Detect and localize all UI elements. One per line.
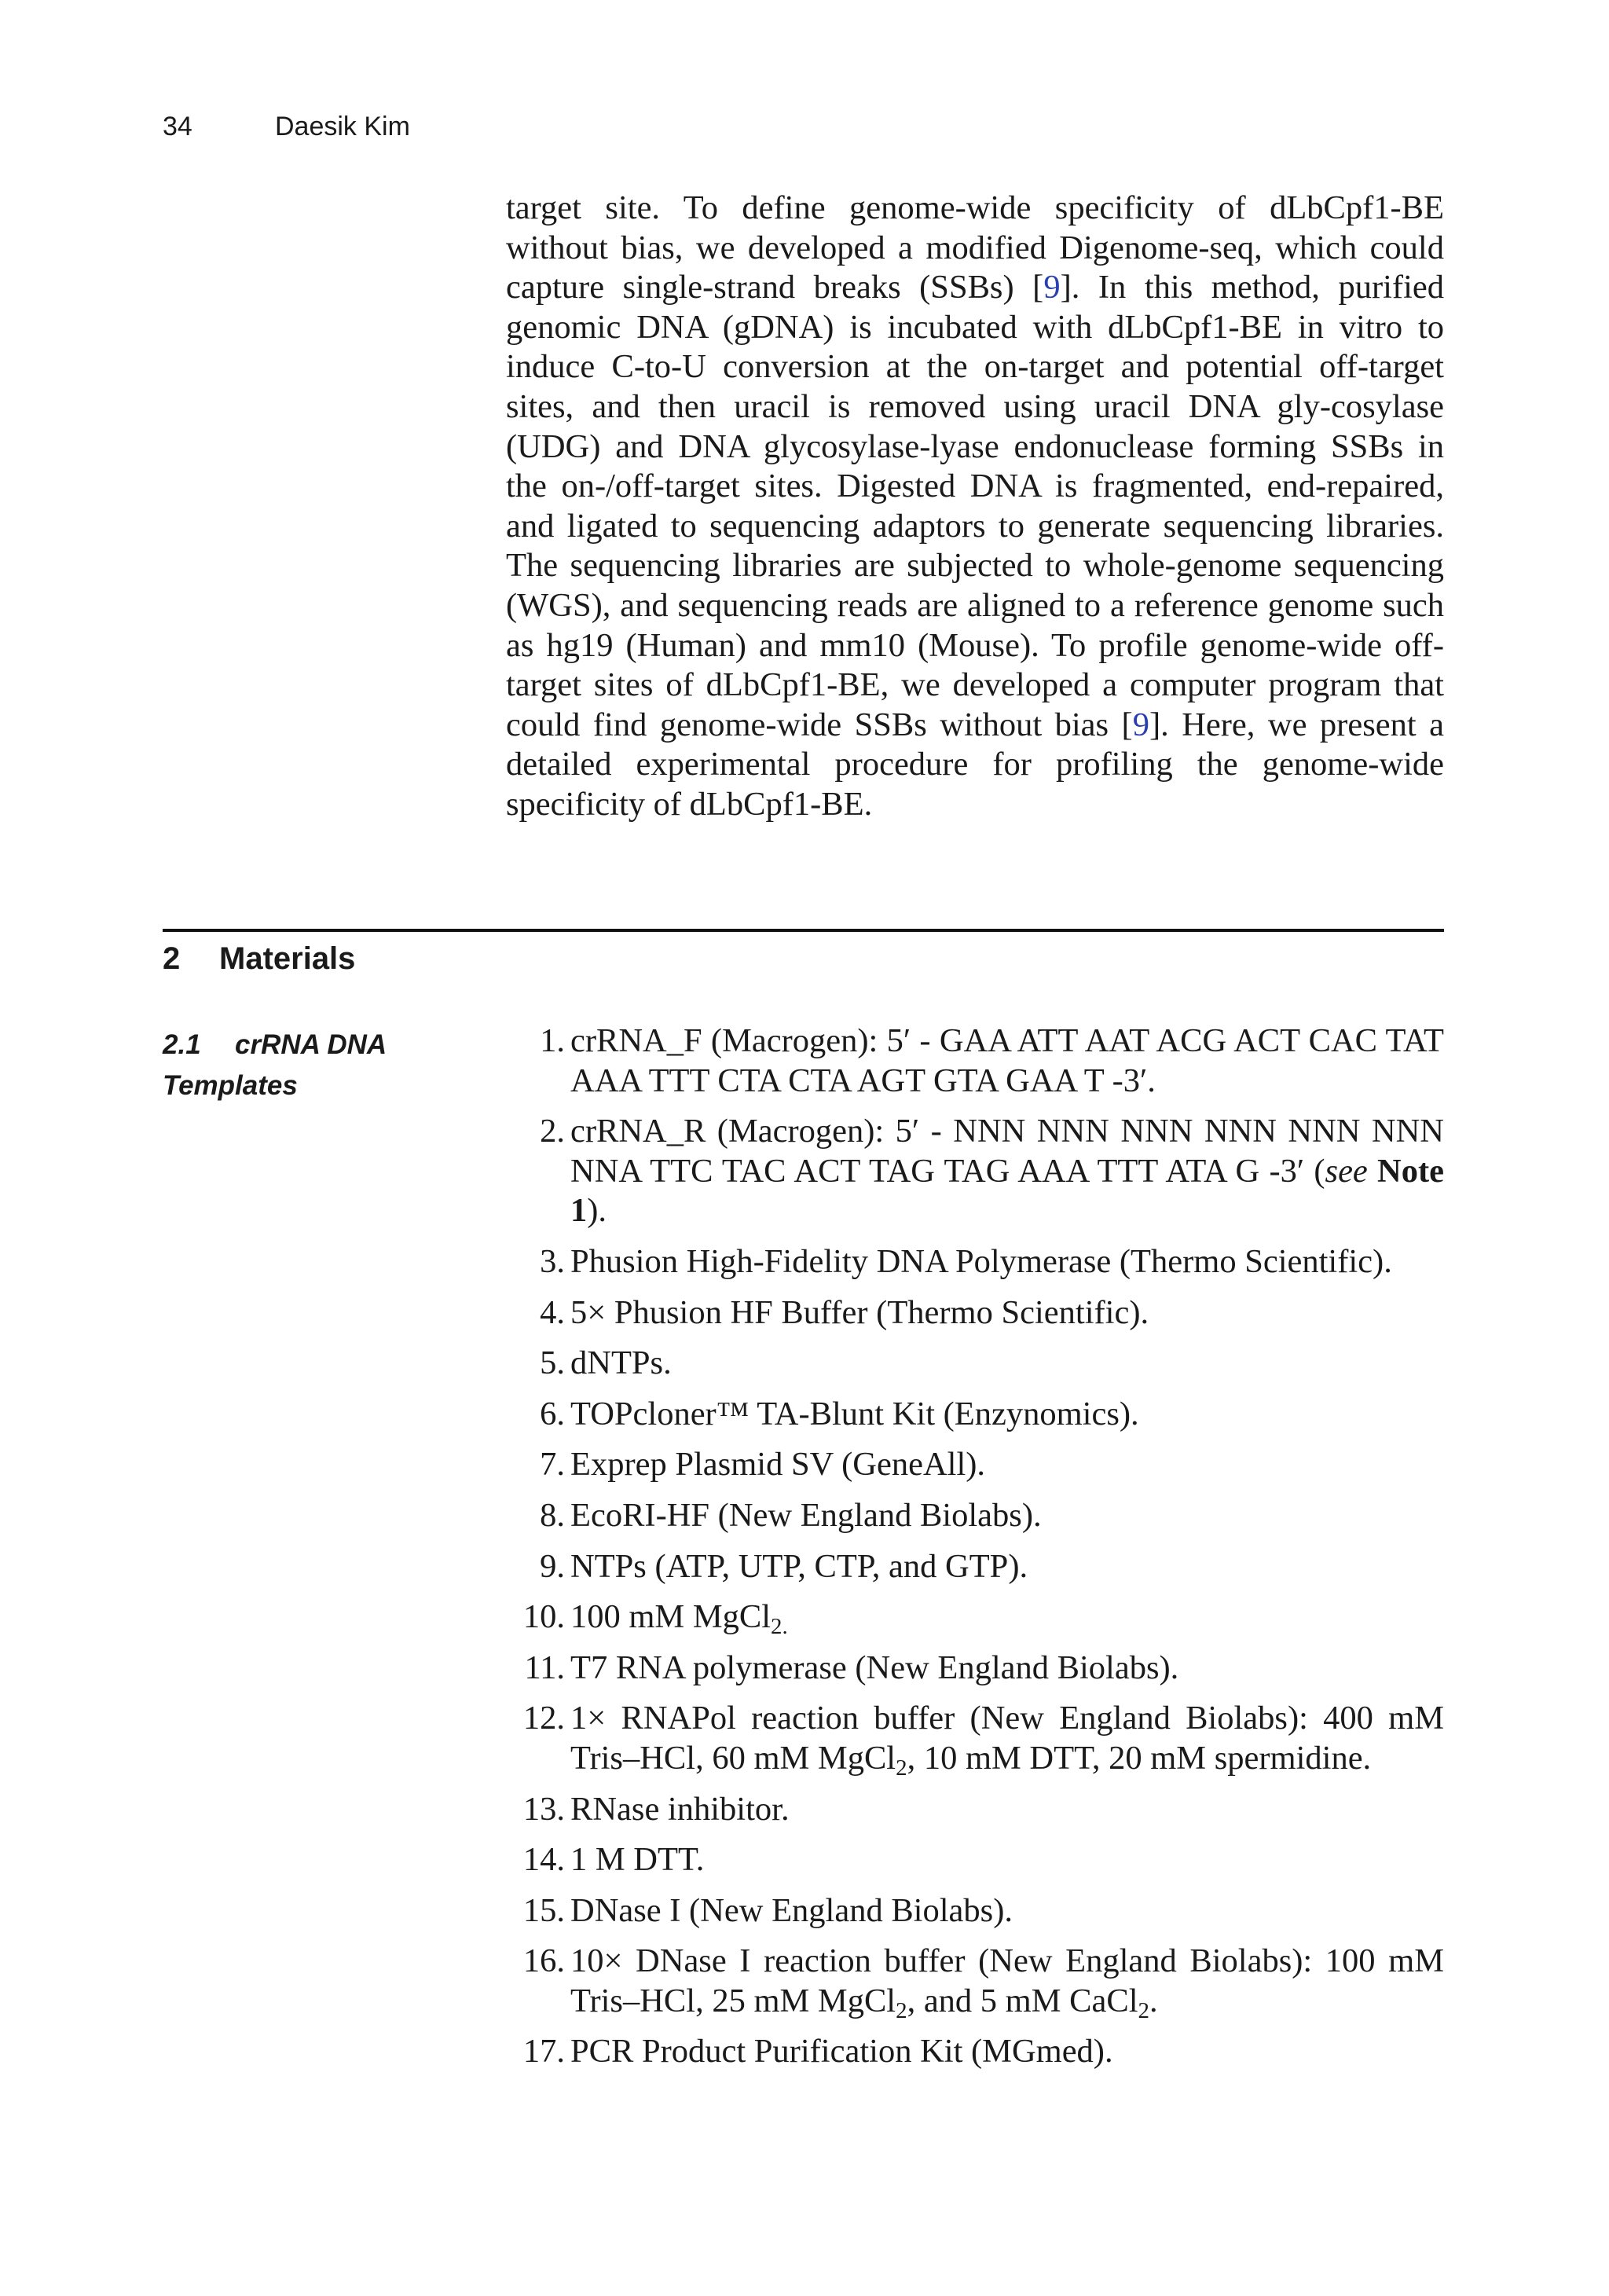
section-divider (163, 929, 1444, 932)
list-item (506, 1496, 1444, 1536)
section-number: 2 (163, 941, 181, 976)
item-text: T7 RNA polymerase (New England Biolabs). (570, 1649, 1179, 1686)
note-reference[interactable]: Note 1 (570, 1152, 1444, 1230)
item-number: 13. (522, 1790, 565, 1828)
page-number: 34 (163, 112, 192, 141)
item-text-part: crRNA_R (Macrogen): 5′ - NNN NNN NNN NNN NNN NNN NNA TTC TAC ACT TAG TAG AAA TTT ATA G -3′ ( (570, 1113, 1444, 1190)
item-text: TOPcloner™ TA-Blunt Kit (Enzynomics). (570, 1395, 1139, 1432)
item-text: dNTPs. (570, 1344, 672, 1382)
list-item (506, 1840, 1444, 1880)
subsection-number: 2.1 (163, 1029, 201, 1060)
item-text (570, 1112, 1444, 1231)
item-text-part: , and 5 mM CaCl (907, 1982, 1138, 2019)
item-text: Phusion High-Fidelity DNA Polymerase (Thermo Scientific). (570, 1242, 1392, 1280)
item-number: 5. (540, 1344, 565, 1382)
item-text-part: ). (587, 1192, 607, 1230)
item-number: 2. (540, 1113, 565, 1150)
item-text-part: , 10 mM DTT, 20 mM spermidine. (907, 1739, 1372, 1777)
list-item (506, 1942, 1444, 2021)
intro-text-2: ]. In this method, purified genomic DNA (gDNA) is incubated with dLbCpf1-BE in vitro to induce C-to-U conversion at the on-target and potential off-target sites, and then uracil is removed using uracil DNA gly-cosylase (UDG) and DNA glycosylase-lyase endonuclease forming SSBs in the on-/off-target sites. Digested DNA is fragmented, end-repaired, and ligated to sequencing adaptors to generate sequencing libraries. The sequencing libraries are subjected to whole-genome sequencing (WGS), and sequencing reads are aligned to a reference genome such as hg19 (Human) and mm10 (Mouse). To profile genome-wide off-target sites of dLbCpf1-BE, we developed a computer program that could find genome-wide SSBs without bias [ (506, 269, 1444, 743)
list-item (506, 1293, 1444, 1333)
see-word: see (1325, 1152, 1368, 1190)
subsection-title: crRNA DNA Templates (163, 1029, 386, 1101)
item-text-part: . (1149, 1982, 1158, 2019)
item-number: 11. (524, 1649, 565, 1686)
item-text-part: 1× RNAPol reaction buffer (New England Biolabs): 400 mM Tris–HCl, 60 mM MgCl (570, 1700, 1444, 1777)
item-number: 16. (522, 1942, 565, 1980)
item-text: Exprep Plasmid SV (GeneAll). (570, 1446, 986, 1484)
item-text-part: 100 mM MgCl (570, 1598, 772, 1636)
running-author: Daesik Kim (275, 112, 410, 141)
list-item (506, 1395, 1444, 1435)
list-item (506, 1445, 1444, 1485)
list-item (506, 1112, 1444, 1231)
item-number: 17. (522, 2033, 565, 2070)
subscript: 2 (896, 1755, 907, 1781)
list-item (506, 1344, 1444, 1384)
intro-paragraph (506, 189, 1444, 825)
item-text: RNase inhibitor. (570, 1790, 790, 1828)
list-item (506, 1242, 1444, 1282)
citation-link[interactable]: 9 (1132, 706, 1149, 743)
list-item (506, 1597, 1444, 1638)
subsection-heading (163, 1025, 414, 1106)
item-text: 1 M DTT. (570, 1841, 705, 1879)
intro-text-1: target site. To define genome-wide specificity of dLbCpf1-BE without bias, we developed a modified Digenome-seq, which could capture single-strand breaks (SSBs) [ (506, 189, 1444, 306)
subscript: 2 (1138, 1997, 1149, 2023)
item-number: 6. (540, 1395, 565, 1432)
item-number: 14. (522, 1841, 565, 1879)
item-number: 8. (540, 1496, 565, 1534)
item-number: 4. (540, 1293, 565, 1331)
running-header (163, 112, 410, 142)
item-number: 12. (522, 1700, 565, 1737)
item-text: PCR Product Purification Kit (MGmed). (570, 2033, 1113, 2070)
list-item (506, 1699, 1444, 1781)
item-number: 10. (522, 1598, 565, 1636)
list-item (506, 1891, 1444, 1931)
item-text: NTPs (ATP, UTP, CTP, and GTP). (570, 1547, 1028, 1585)
list-item (506, 1547, 1444, 1587)
materials-list (506, 1021, 1444, 2083)
item-text (570, 1699, 1444, 1781)
item-number: 1. (540, 1022, 565, 1059)
list-item (506, 2032, 1444, 2072)
item-number: 7. (540, 1446, 565, 1484)
list-item (506, 1790, 1444, 1830)
intro-text-3: ]. Here, we present a detailed experimental procedure for profiling the genome-wide specificity of dLbCpf1-BE. (506, 706, 1444, 823)
item-text (570, 1942, 1444, 2021)
section-title: Materials (219, 941, 356, 976)
list-item (506, 1021, 1444, 1101)
item-text: DNase I (New England Biolabs). (570, 1891, 1013, 1929)
section-heading (163, 941, 355, 977)
item-text: 5× Phusion HF Buffer (Thermo Scientific). (570, 1293, 1149, 1331)
item-number: 3. (540, 1242, 565, 1280)
list-item (506, 1649, 1444, 1689)
item-text (570, 1597, 1444, 1638)
item-text-part: 10× DNase I reaction buffer (New England Biolabs): 100 mM Tris–HCl, 25 mM MgCl (570, 1942, 1444, 2019)
item-number: 9. (540, 1547, 565, 1585)
subscript: 2 (896, 1997, 907, 2023)
subscript: 2. (771, 1614, 788, 1640)
item-number: 15. (522, 1891, 565, 1929)
citation-link[interactable]: 9 (1043, 269, 1061, 306)
item-text: crRNA_F (Macrogen): 5′ - GAA ATT AAT ACG ACT CAC TAT AAA TTT CTA CTA AGT GTA GAA T -3′. (570, 1022, 1444, 1099)
item-text: EcoRI-HF (New England Biolabs). (570, 1496, 1042, 1534)
